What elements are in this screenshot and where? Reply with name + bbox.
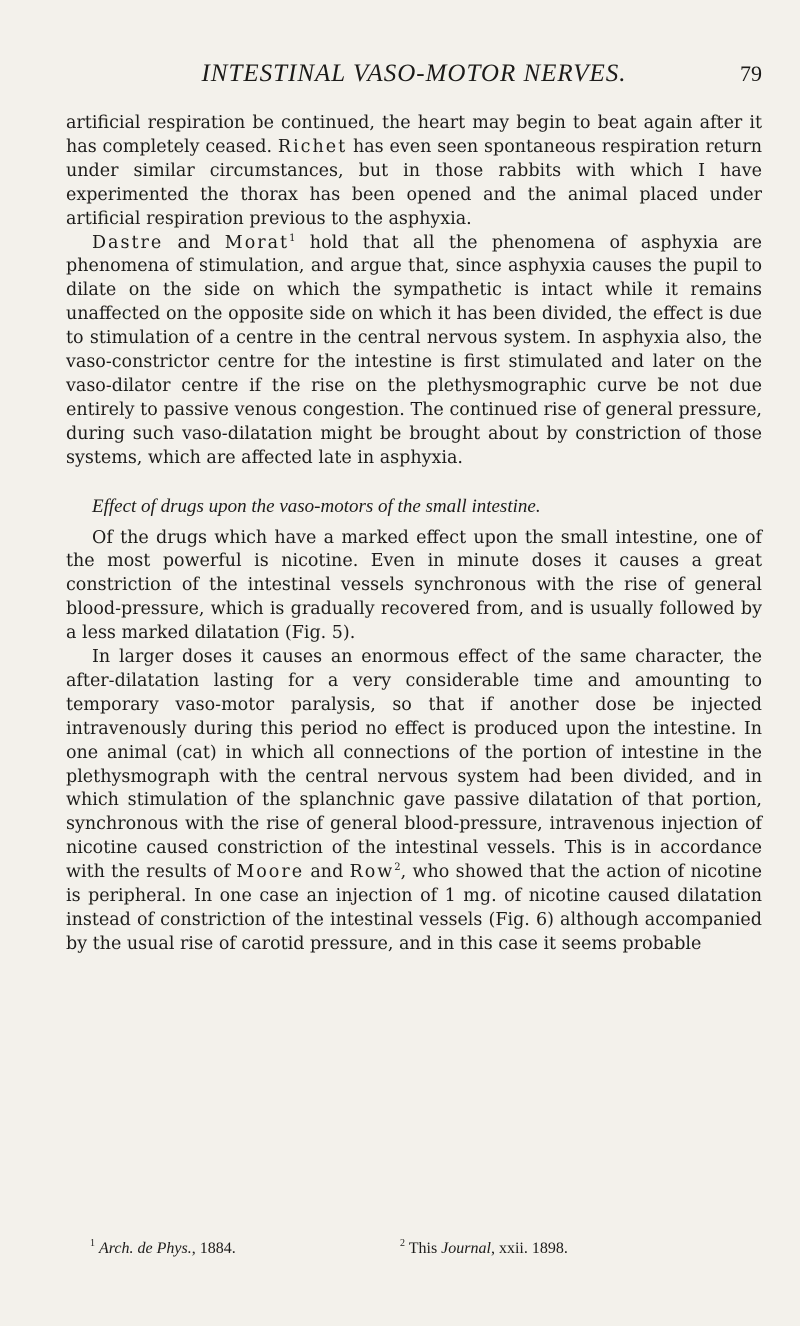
paragraph-4-text-b: , who showed that the action of nicotine is peripheral. In one case an injection of 1 mg. of nicotine caused dilatation instead of constriction of the intestinal vessels (Fig. 6) although accompanied by the usual rise of carotid pressure, and in this case it seems probable xyxy=(66,862,763,954)
paragraph-2-conj: and xyxy=(163,232,225,253)
section-heading: Effect of drugs upon the vaso-motors of the small intestine. xyxy=(92,495,541,517)
body-text xyxy=(66,112,762,957)
footnote-1 xyxy=(90,1240,400,1258)
paragraph-4 xyxy=(66,646,762,957)
footnote-1-source: Arch. de Phys. xyxy=(99,1240,192,1257)
footnote-2-number: 2 xyxy=(400,1238,405,1249)
paragraph-1 xyxy=(66,112,762,232)
footnotes xyxy=(90,1240,750,1258)
paragraph-3: Of the drugs which have a marked effect upon the small intestine, one of the most powerful is nicotine. Even in minute doses it causes a great constriction of the intestinal vessels synchronous with the rise of general blood-pressure, which is gradually recovered from, and is usually followed by a less marked dilatation (Fig. 5). xyxy=(66,527,762,644)
footnote-1-rest: , 1884. xyxy=(191,1240,236,1257)
page-number: 79 xyxy=(740,61,762,86)
footnote-1-number: 1 xyxy=(90,1238,95,1249)
running-title: INTESTINAL VASO-MOTOR NERVES. xyxy=(201,60,627,87)
author-morat: Morat xyxy=(224,232,290,253)
footnote-2 xyxy=(400,1240,710,1258)
author-dastre: Dastre xyxy=(92,232,164,253)
author-row: Row xyxy=(349,862,395,883)
footnote-ref-1: 1 xyxy=(289,232,296,244)
paragraph-4-conj: and xyxy=(304,862,350,883)
paragraph-2-text: hold that all the phenomena of asphyxia are phenomena of stimulation, and argue that, since asphyxia causes the pupil to dilate on the side on which the sympathetic is intact while it remains unaffected on the opposite side on which it has been divided, the effect is due to stimulation of a centre in the central nervous system. In asphyxia also, the vaso-constrictor centre for the intestine is first stimulated and later on the vaso-dilator centre if the rise on the plethysmographic curve be not due entirely to passive venous congestion. The continued rise of general pressure, during such vaso-dilatation might be brought about by constriction of those systems, which are affected late in asphyxia. xyxy=(66,232,762,468)
footnote-2-source: Journal xyxy=(441,1240,491,1257)
paragraph-1-text-a: artificial respiration be continued, the heart may begin to beat again after it has completely ceased. xyxy=(66,113,762,157)
footnote-2-rest: , xxii. 1898. xyxy=(490,1240,568,1257)
paragraph-2 xyxy=(66,232,762,471)
author-richet: Richet xyxy=(277,136,348,157)
footnote-ref-2: 2 xyxy=(394,862,401,874)
page-header xyxy=(66,60,762,94)
author-moore: Moore xyxy=(236,862,305,883)
footnote-2-prefix: This xyxy=(408,1240,442,1257)
paragraph-4-text-a: In larger doses it causes an enormous effect of the same character, the after-dilatation lasting for a very considerable time and amounting to temporary vaso-motor paralysis, so that if another dose be injected intravenously during this period no effect is produced upon the intestine. In one animal (cat) in which all connections of the portion of intestine in the plethysmograph with the central nervous system had been divided, and in which stimulation of the splanchnic gave passive dilatation of that portion, synchronous with the rise of general blood-pressure, intravenous injection of nicotine caused constriction of the intestinal vessels. This is in accordance with the results of xyxy=(66,647,762,883)
paragraph-1-text-b: has even seen spontaneous respiration return under similar circumstances, but in those rabbits with which I have experimented the thorax has been opened and the animal placed under artificial respiration previous to the asphyxia. xyxy=(66,136,762,229)
